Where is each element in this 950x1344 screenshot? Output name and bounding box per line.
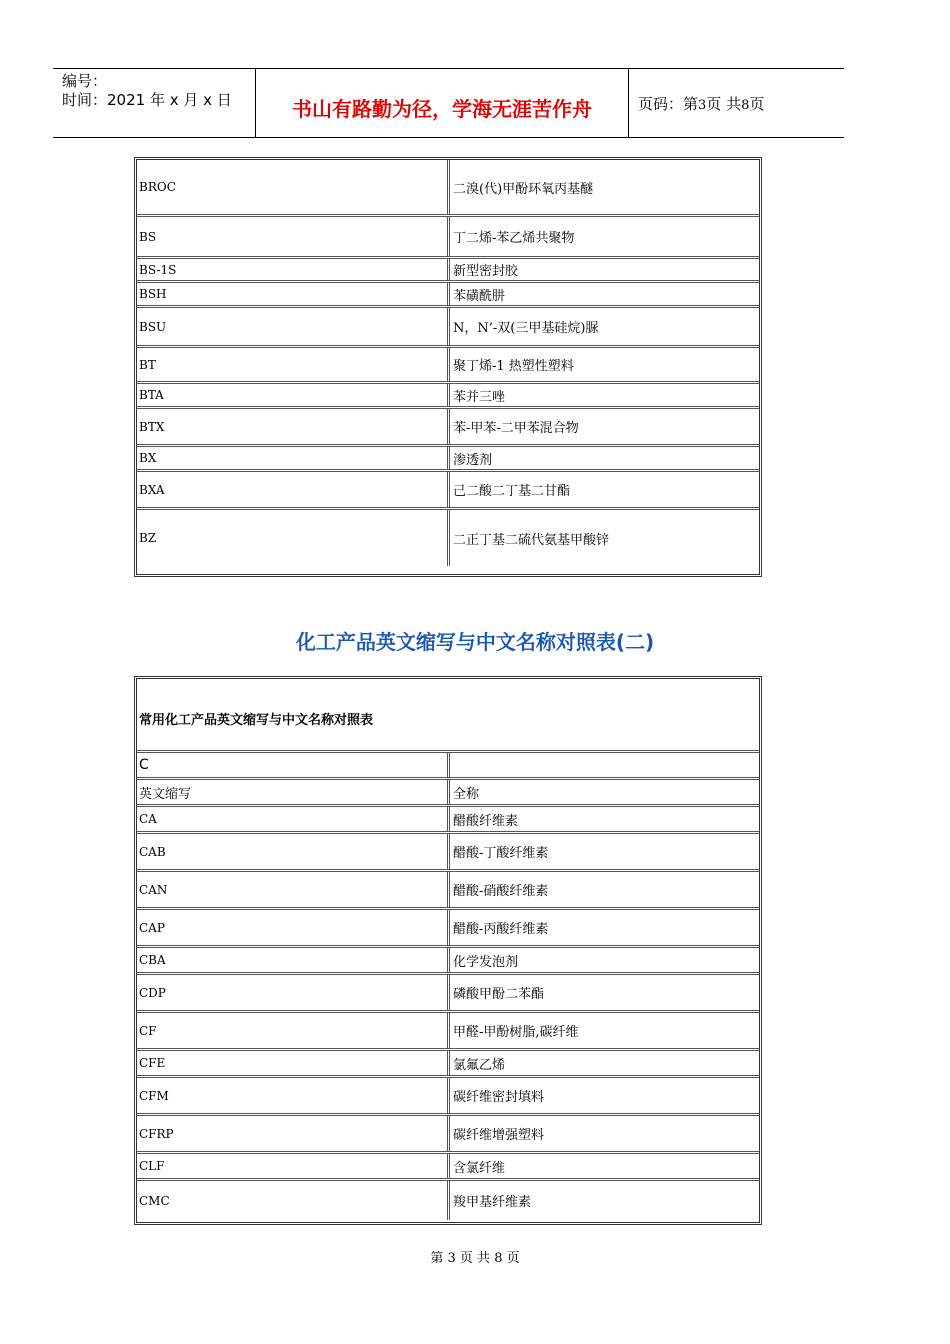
abbreviation-cell: CAB (137, 834, 450, 869)
chinese-name-cell: 碳纤维增强塑料 (453, 1128, 545, 1143)
abbreviation-cell: BSH (137, 283, 450, 305)
table-row (137, 384, 759, 409)
table-row (137, 510, 759, 566)
table-row (137, 283, 759, 308)
table-row (137, 472, 759, 510)
chinese-name-cell: 含氯纤维 (453, 1160, 506, 1176)
table-row (137, 160, 759, 217)
abbreviation-cell: CFRP (137, 1116, 450, 1151)
chinese-name-cell: 甲醛-甲酚树脂,碳纤维 (453, 1025, 579, 1040)
document-number-label: 编号： (62, 72, 108, 90)
abbreviation-cell: CFE (137, 1051, 450, 1075)
abbreviation-cell: BROC (137, 160, 450, 214)
abbreviation-cell: BSU (137, 308, 450, 345)
table-row (137, 1154, 759, 1181)
abbreviation-cell: 英文缩写 (137, 780, 450, 804)
abbreviation-cell: CA (137, 807, 450, 831)
chinese-name-cell: 苯-甲苯-二甲苯混合物 (453, 421, 579, 436)
abbreviation-cell: CDP (137, 975, 450, 1010)
table-row (137, 780, 759, 807)
table-row (137, 807, 759, 834)
table-row (137, 348, 759, 384)
chinese-name-cell: 醋酸-丁酸纤维素 (453, 846, 549, 861)
chinese-name-cell: 氯氟乙烯 (453, 1057, 506, 1073)
abbreviation-cell: BS (137, 217, 450, 256)
table-row (137, 834, 759, 872)
chinese-name-cell: 化学发泡剂 (453, 954, 519, 970)
table-row (137, 409, 759, 447)
header-motto: 书山有路勤为径，学海无涯苦作舟 (292, 97, 592, 121)
abbreviation-cell: CAN (137, 872, 450, 907)
table-row (137, 259, 759, 283)
table-row (137, 1181, 759, 1220)
chinese-name-cell: 全称 (453, 786, 480, 802)
table-caption-row (137, 679, 759, 753)
abbreviation-cell: CLF (137, 1154, 450, 1178)
table-caption: 常用化工产品英文缩写与中文名称对照表 (139, 713, 374, 728)
table-row (137, 1078, 759, 1116)
chinese-name-cell: 羧甲基纤维素 (453, 1195, 532, 1210)
abbreviation-cell: BS-1S (137, 259, 450, 280)
chinese-name-cell (450, 753, 759, 777)
table-row (137, 872, 759, 910)
header-page-number: 页码：第3页 共8页 (638, 95, 765, 113)
document-date-label: 时间：2021 年 x 月 x 日 (62, 91, 232, 109)
table-row (137, 308, 759, 348)
table-row (137, 1051, 759, 1078)
table-row (137, 948, 759, 975)
chinese-name-cell: 二正丁基二硫代氨基甲酸锌 (453, 532, 610, 548)
chinese-name-cell: 新型密封胶 (453, 264, 519, 279)
abbreviation-cell: C (137, 753, 450, 777)
table-row (137, 1116, 759, 1154)
abbreviation-cell: BXA (137, 472, 450, 507)
abbreviation-cell: BX (137, 447, 450, 469)
header-page-cell (629, 69, 844, 137)
table-row (137, 447, 759, 472)
chinese-name-cell: N，N’-双(三甲基硅烷)脲 (453, 321, 599, 336)
table-row (137, 910, 759, 948)
chinese-name-cell: 苯并三唑 (453, 389, 506, 405)
abbreviation-cell: BTA (137, 384, 450, 406)
chinese-name-cell: 己二酸二丁基二甘酯 (453, 484, 571, 499)
chinese-name-cell: 醋酸-丙酸纤维素 (453, 922, 549, 937)
page-footer: 第 3 页 共 8 页 (430, 1251, 520, 1266)
table-row (137, 753, 759, 780)
chinese-name-cell: 渗透剂 (453, 452, 493, 468)
chinese-name-cell: 磷酸甲酚二苯酯 (453, 987, 545, 1002)
abbreviation-cell: CF (137, 1013, 450, 1048)
chinese-name-cell: 二溴(代)甲酚环氧丙基醚 (453, 181, 594, 197)
abbreviation-cell: CAP (137, 910, 450, 945)
chinese-name-cell: 碳纤维密封填料 (453, 1090, 545, 1105)
abbreviation-cell: CBA (137, 948, 450, 972)
header-info-cell (53, 69, 256, 137)
chinese-name-cell: 醋酸纤维素 (453, 813, 519, 829)
table-row (137, 217, 759, 259)
table-row (137, 975, 759, 1013)
chinese-name-cell: 丁二烯-苯乙烯共聚物 (453, 231, 575, 246)
abbreviation-cell: CMC (137, 1181, 450, 1220)
abbreviation-cell: BT (137, 348, 450, 381)
header-motto-cell (256, 69, 629, 137)
page-header (53, 68, 844, 138)
abbreviation-cell: CFM (137, 1078, 450, 1113)
abbreviation-table-c (134, 676, 762, 1225)
chinese-name-cell: 醋酸-硝酸纤维素 (453, 884, 549, 899)
section-title: 化工产品英文缩写与中文名称对照表(二) (295, 630, 655, 654)
table-row (137, 1013, 759, 1051)
chinese-name-cell: 苯磺酰肼 (453, 288, 506, 304)
abbreviation-table-b (134, 157, 762, 577)
abbreviation-cell: BZ (137, 510, 450, 566)
chinese-name-cell: 聚丁烯-1 热塑性塑料 (453, 359, 574, 374)
abbreviation-cell: BTX (137, 409, 450, 444)
